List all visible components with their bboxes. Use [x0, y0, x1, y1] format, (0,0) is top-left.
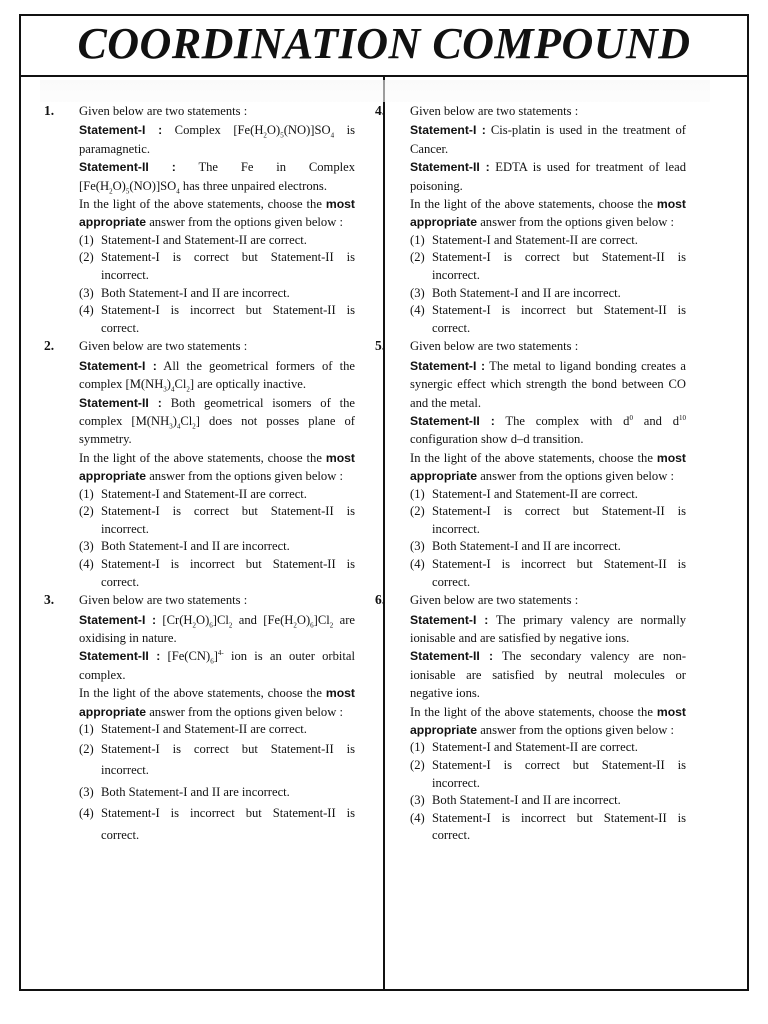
question-intro: Given below are two statements : — [410, 593, 579, 608]
left-column — [44, 102, 356, 846]
question-intro: Given below are two statements : — [410, 104, 579, 118]
question-4 — [375, 102, 686, 337]
statement-2: Statement-II : The secondary valency are non-ionisable are satisfied by neutral molecules or negative ions. — [410, 649, 687, 701]
question-number: 3. — [44, 592, 55, 608]
title-bar — [21, 16, 747, 77]
option-3[interactable]: (3) Both Statement-I and II are incorrect. — [79, 539, 290, 554]
statement-label: Statement-I : — [410, 612, 489, 627]
question-intro: Given below are two statements : — [79, 104, 248, 118]
statement-1: Statement-I : Complex $[Fe(H_2O)_5(NO)]SO_4$ is paramagnetic. — [79, 123, 355, 156]
statement-label: Statement-I : — [79, 358, 157, 373]
question-prompt: In the light of the above statements, choose the most appropriate answer from the options given below : — [79, 450, 355, 484]
question-3 — [44, 591, 356, 846]
statement-2: Statement-II : The Fe in Complex $[Fe(H_2O)_5(NO)]SO_4$ has three unpaired electrons. — [79, 160, 355, 196]
question-5 — [375, 337, 687, 591]
statement-label: Statement-II : — [79, 160, 176, 175]
statement-2: Statement-II : $[Fe(CN)_6]^{4-}$ ion is an outer orbital complex. — [79, 649, 355, 682]
option-3[interactable]: (3) Both Statement-I and II are incorrect. — [410, 539, 621, 554]
option-1[interactable]: (1) Statement-I and Statement-II are correct. — [410, 740, 638, 755]
option-3[interactable]: (3) Both Statement-I and II are incorrect. — [79, 285, 290, 300]
statement-1: Statement-I : The metal to ligand bonding creates a synergic effect which strength the bond between CO and the metal. — [410, 358, 687, 410]
question-prompt: In the light of the above statements, choose the most appropriate answer from the options given below : — [410, 197, 686, 230]
question-number: 2. — [44, 338, 55, 354]
statement-1: Statement-I : $[Cr(H_2O)_6]Cl_2$ and $[Fe(H_2O)_6]Cl_2$ are oxidising in nature. — [79, 612, 356, 646]
option-1[interactable]: (1) Statement-I and Statement-II are correct. — [79, 486, 307, 501]
column-divider — [383, 75, 385, 989]
question-prompt: In the light of the above statements, choose the most appropriate answer from the options given below : — [410, 450, 686, 484]
option-4[interactable]: (4) Statement-I is incorrect but Statement-II is correct. — [79, 303, 355, 335]
option-3[interactable]: (3) Both Statement-I and II are incorrect. — [410, 793, 621, 808]
statement-label: Statement-II : — [79, 395, 162, 410]
option-3[interactable]: (3) Both Statement-I and II are incorrect. — [79, 784, 290, 799]
statement-label: Statement-II : — [410, 160, 490, 175]
question-1 — [44, 102, 355, 337]
question-intro: Given below are two statements : — [410, 339, 579, 354]
scan-shade — [40, 80, 710, 102]
question-prompt: In the light of the above statements, choose the most appropriate answer from the options given below : — [410, 704, 686, 738]
question-prompt: In the light of the above statements, choose the most appropriate answer from the options given below : — [79, 197, 355, 230]
statement-label: Statement-I : — [79, 123, 163, 138]
option-2[interactable]: (2) Statement-I is correct but Statement-II is incorrect. — [79, 250, 355, 283]
question-intro: Given below are two statements : — [79, 339, 248, 354]
statement-label: Statement-I : — [410, 123, 486, 138]
statement-label: Statement-II : — [410, 649, 494, 664]
option-2[interactable]: (2) Statement-I is correct but Statement-II is incorrect. — [410, 250, 686, 283]
question-number: 6. — [375, 592, 386, 608]
option-1[interactable]: (1) Statement-I and Statement-II are correct. — [410, 486, 638, 501]
option-2[interactable]: (2) Statement-I is correct but Statement-II is incorrect. — [410, 758, 686, 790]
option-4[interactable]: (4) Statement-I is incorrect but Statement-II is correct. — [410, 557, 686, 589]
statement-label: Statement-I : — [410, 358, 486, 373]
option-2[interactable]: (2) Statement-I is correct but Statement-II is incorrect. — [79, 741, 355, 778]
question-number: 5. — [375, 338, 386, 354]
question-number: 4. — [375, 103, 386, 118]
statement-label: Statement-II : — [410, 414, 495, 429]
statement-1: Statement-I : All the geometrical formers of the complex $[M(NH_3)_4Cl_2]$ are optically inactive. — [79, 358, 355, 394]
question-2 — [44, 337, 355, 591]
question-intro: Given below are two statements : — [79, 593, 248, 608]
question-prompt: In the light of the above statements, choose the most appropriate answer from the options given below : — [79, 686, 355, 719]
statement-2: Statement-II : EDTA is used for treatment of lead poisoning. — [410, 160, 686, 193]
option-4[interactable]: (4) Statement-I is incorrect but Statement-II is correct. — [410, 810, 686, 843]
question-number: 1. — [44, 103, 55, 118]
option-4[interactable]: (4) Statement-I is incorrect but Statement-II is correct. — [79, 806, 355, 842]
option-2[interactable]: (2) Statement-I is correct but Statement-II is incorrect. — [410, 504, 686, 536]
option-2[interactable]: (2) Statement-I is correct but Statement-II is incorrect. — [79, 504, 355, 536]
statement-1: Statement-I : The primary valency are normally ionisable and are satisfied by negative ions. — [410, 612, 687, 646]
statement-2: Statement-II : Both geometrical isomers of the complex $[M(NH_3)_4Cl_2]$ does not posses plane of symmetry. — [79, 395, 355, 447]
right-column — [375, 102, 687, 845]
option-3[interactable]: (3) Both Statement-I and II are incorrect. — [410, 285, 621, 300]
page-title: COORDINATION COMPOUND — [77, 19, 691, 68]
option-1[interactable]: (1) Statement-I and Statement-II are correct. — [79, 722, 307, 737]
statement-label: Statement-I : — [79, 612, 157, 627]
option-4[interactable]: (4) Statement-I is incorrect but Statement-II is correct. — [79, 557, 355, 589]
statement-label: Statement-II : — [79, 649, 161, 664]
statement-2: Statement-II : The complex with $d^0$ and $d^{10}$ configuration show d–d transition. — [410, 413, 687, 447]
option-1[interactable]: (1) Statement-I and Statement-II are correct. — [410, 232, 638, 247]
statement-1: Statement-I : Cis-platin is used in the treatment of Cancer. — [410, 123, 686, 156]
option-1[interactable]: (1) Statement-I and Statement-II are correct. — [79, 232, 307, 247]
question-6 — [375, 591, 687, 845]
option-4[interactable]: (4) Statement-I is incorrect but Statement-II is correct. — [410, 303, 686, 335]
